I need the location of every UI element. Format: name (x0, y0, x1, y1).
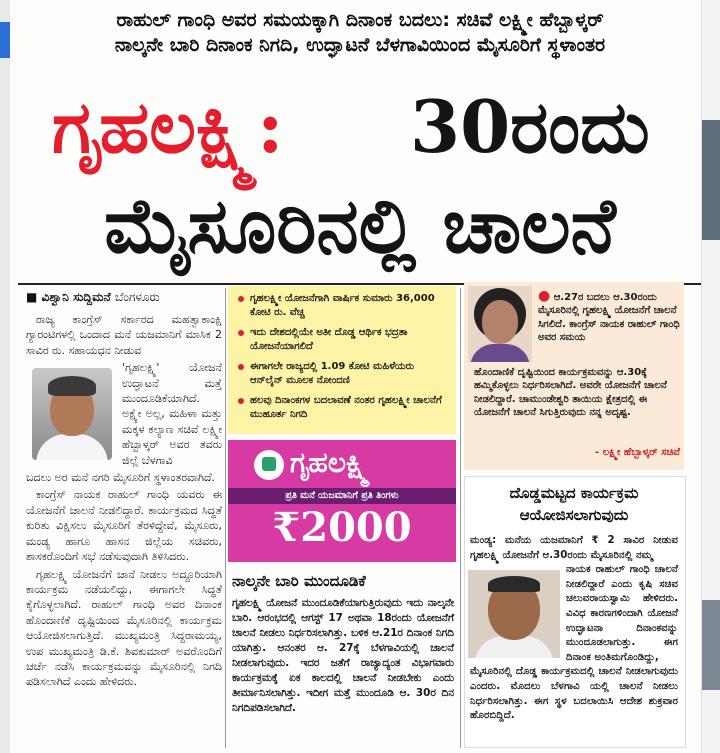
kicker-line-2: ನಾಲ್ಕನೇ ಬಾರಿ ದಿನಾಂಕ ನಿಗದಿ, ಉದ್ಘಾಟನೆ ಬೆಳಗಾವಿಯಿಂದ ಮೈಸೂರಿಗೆ ಸ್ಥಳಾಂತರ (114, 34, 606, 56)
section3-body (470, 534, 678, 724)
bullet-icon: ● (538, 288, 551, 304)
section3-wrap: ನಾಯಕ ರಾಹುಲ್ ಗಾಂಧಿ ಚಾಲನೆ ನೀಡಲಿದ್ದಾರೆ ಎಂದು ಕೃಷಿ ಸಚಿವ ಚಲುವರಾಯಸ್ವಾಮಿ ಹೇಳಿದರು. ವಿವಿಧ ಕಾರಣಗಳಿಂದಾಗಿ ಯೋಜನೆ ಉದ್ಘಾಟನಾ ದಿನಾಂಕವನ್ನು ಮುಂದೂಡಲಾಗುತ್ತು. ಈಗ ದಿನಾಂಕ ಅಂತಿಮಗೊಂಡಿದ್ದು, (566, 564, 678, 663)
banner-brand: ಗೃಹಲಕ್ಷ್ಮಿ (290, 446, 370, 479)
adjacent-photo (702, 600, 720, 690)
byline-name: ವಿಶ್ವಾನಿ ಸುದ್ದಿಮನೆ (41, 290, 111, 304)
headline-line-2: ಮೈಸೂರಿನಲ್ಲಿ ಚಾಲನೆ (104, 181, 616, 270)
column-divider (225, 288, 226, 748)
left-page-edge (0, 0, 10, 753)
kicker (20, 8, 700, 58)
edge-color-tab (0, 22, 10, 58)
kicker-line-1: ರಾಹುಲ್ ಗಾಂಧಿ ಅವರ ಸಮಯಕ್ಕಾಗಿ ದಿನಾಂಕ ಬದಲು: ಸಚಿವೆ ಲಕ್ಷ್ಮೀ ಹೆಬ್ಬಾಳ್ಕರ್ (116, 9, 604, 31)
story-paragraph: ಬದಲು ಅರ ಮನೆ ನಗರಿ ಮೈಸೂರಿಗೆ ಸ್ಥಳಾಂತರವಾಗಿದೆ. (26, 471, 216, 485)
byline-icon: ■ (26, 290, 42, 304)
headline-line-1 (30, 82, 700, 172)
quote-rest: ಹೊಂದಾಣಿಕೆ ದೃಷ್ಟಿಯಿಂದ ಕಾರ್ಯಕ್ರಮವನ್ನು ಆ.30ಕ್ಕೆ ಹಮ್ಮಿಕೊಳ್ಳಲು ನಿರ್ಧರಿಸಲಾಗಿದೆ. ಅವರೇ ಯೋಜನೆಗೆ ಚಾಲನೆ ನೀಡಲಿದ್ದಾರೆ. ಚಾಮುಂಡೇಶ್ವರಿ ತಾಯಿಯ ಕ್ಷೇತ್ರದಲ್ಲಿ ಈ ಯೋಜನೆಗೆ ಚಾಲನೆ ಸಿಗುತ್ತಿರುವುದು ನನ್ನ ಅದೃಷ್ಟ. (474, 367, 667, 419)
fact-item: ಈಗಾಗಲೇ ರಾಜ್ಯದಲ್ಲಿ 1.09 ಕೋಟಿ ಮಹಿಳೆಯರು ಆನ್‌ಲೈನ್ ಮೂಲಕ ನೋಂದಣಿ (250, 360, 450, 388)
section2-paragraph: ಗೃಹಲಕ್ಷ್ಮಿ ಯೋಜನೆ ಮುಂದೂಡಿಕೆಯಾಗುತ್ತಿರುವುದು ಇದು ನಾಲ್ಕನೇ ಬಾರಿ. ಆರಂಭದಲ್ಲಿ ಆಗಸ್ಟ್ 17 ಅಥವಾ 18ರಂದು ಯೋಜನೆಗೆ ಚಾಲನೆ ನೀಡಲು ನಿರ್ಧರಿಸಲಾಗಿತ್ತು. ಬಳಿಕ ಆ.21ರ ದಿನಾಂಕ ನಿಗದಿ ಯಾಗಿತ್ತು. ಆನಂತರ ಆ. 27ಕ್ಕೆ ಬೆಳಗಾವಿಯಲ್ಲಿ ಚಾಲನೆ ನೀಡಲಾಗುವುದು. ಇದರ ಜತೆಗೆ ರಾಜ್ಯಾದ್ಯಂತ ವಿಭಾಗವಾರು ಕಾರ್ಯಕ್ರಮಕ್ಕೆ ಏಕ ಕಾಲದಲ್ಲಿ ಚಾಲನೆ ನೀಡಬೇಕು ಎಂದು ತೀರ್ಮಾನಿಸಲಾಗಿತ್ತು. ಇದೀಗ ಮತ್ತೆ ಮುಂದೂಡಿ ಆ. 30ರ ದಿನ ನಿಗದಿಪಡಿಸಲಾಗಿದೆ. (232, 597, 454, 714)
headline-black: 30ರಂದು (410, 84, 650, 169)
fact-item: ಗೃಹಲಕ್ಷ್ಮೀ ಯೋಜನೆಗಾಗಿ ವಾರ್ಷಿಕ ಸುಮಾರು 36,000 ಕೋಟಿ ರು. ವೆಚ್ಚ (250, 292, 450, 320)
section2-headline: ನಾಲ್ಕನೇ ಬಾರಿ ಮುಂದೂಡಿಕೆ (232, 572, 366, 590)
right-page-edge (701, 0, 720, 753)
section3-rest: ಮೈಸೂರಿನಲ್ಲಿ ದೊಡ್ಡ ಕಾರ್ಯಕ್ರಮದಲ್ಲಿ ಚಾಲನೆ ನೀಡಲಾಗುವುದು ಎಂದರು. ಮೊದಲು ಬೆಳಗಾವಿ ಯಲ್ಲಿ ಚಾಲನೆ ನೀಡಲು ನಿರ್ಧರಿಸಲಾಗಿತ್ತು. ಈಗ ಸ್ಥಳ ಬದಲಾಯಿಸಿ ಆದೇಶ ಶುಕ್ರವಾರ ಹೊರಬಿದ್ದಿದೆ. (470, 666, 678, 722)
byline (26, 290, 160, 305)
banner-amount: ₹2000 (272, 504, 412, 551)
main-story (26, 312, 222, 692)
byline-place: ಬೆಂಗಳೂರು (114, 290, 160, 304)
house-icon (254, 450, 284, 480)
fact-item: ಹಲವು ದಿನಾಂಕಗಳ ಬದಲಾವಣೆ ನಂತರ ಗೃಹಲಕ್ಷ್ಮೀ ಚಾಲನೆಗೆ ಮುಹೂರ್ತ ನಿಗದಿ (250, 394, 450, 422)
quote-signature: - ಲಕ್ಷ್ಮೀ ಹೆಬ್ಬಾಳ್ಕರ್ ಸಚಿವೆ (594, 447, 680, 458)
story-paragraph: ಗೃಹಲಕ್ಷ್ಮಿ ಯೋಜನೆಗೆ ಚಾನೆ ನೀಡಲು ಅದ್ದೂರಿಯಾಗಿ ಕಾರ್ಯಕ್ರಮ ನಡೆಯಲಿದ್ದು, ಈಗಾಗಲೇ ಸಿದ್ಧತೆ ಕೈಗೊಳ್ಳಲಾಗಿದೆ. ರಾಹುಲ್ ಗಾಂಧಿ ಅವರ ದಿನಾಂಕ ಹೊಂದಾಣಿಕೆ ದೃಷ್ಟಿಯಿಂದ ಮೈಸೂರಿನಲ್ಲಿ ಕಾರ್ಯಕ್ರಮ ಆಯೋಜಿಸಲಾಗುತ್ತಿದೆ. ಮುಖ್ಯಮಂತ್ರಿ ಸಿದ್ದರಾಮಯ್ಯ, ಉಪ ಮುಖ್ಯಮಂತ್ರಿ ಡಿ.ಕೆ. ಶಿವಕುಮಾರ್ ಅವರೊಂದಿಗೆ ಚರ್ಚೆ ನಡೆಸಿ ಕಾರ್ಯಕ್ರಮವನ್ನು ಮೈಸೂರಿನಲ್ಲಿ ನಿಗದಿ ಪಡಿಸಲಾಗಿದೆ ಎಂದು ಹೇಳಿದರು. (26, 567, 222, 689)
facts-box (228, 286, 456, 434)
section2-body (232, 596, 454, 716)
section3-headline: ದೊಡ್ಡಮಟ್ಟದ ಕಾರ್ಯಕ್ರಮ ಆಯೋಜಿಸಲಾಗುವುದು (509, 484, 639, 524)
headline-red: ಗೃಹಲಕ್ಷ್ಮಿ: (52, 84, 284, 169)
story-paragraph: ಕಾಂಗ್ರೆಸ್ ನಾಯಕ ರಾಹುಲ್ ಗಾಂಧಿ ಯವರು ಈ ಯೋಜನೆಗೆ ಚಾಲನೆ ನೀಡಲಿದ್ದಾರೆ. ಕಾರ್ಯಕ್ರಮದ ಸಿದ್ಧತೆ ಕುರಿತು ವಿಕ್ಷಿಸಲು ಮೈಸೂರಿಗೆ ತೆರಳಿದ್ದೇವೆ, ಮೈಸೂರು, ಮಂಡ್ಯ ಹಾಗೂ ಹಾಸನ ಜಿಲ್ಲೆಯ ಸಚಿವರು, ಶಾಸಕರೊಂದಿಗೆ ಸಭೆ ನಡೆಸುವುದಾಗಿ ತಿಳಿಸಿದರು. (26, 488, 222, 564)
story-paragraph: ರಾಜ್ಯ ಕಾಂಗ್ರೆಸ್ ಸರ್ಕಾರದ ಮಹತ್ವಾಕಾಂಕ್ಷಿ ಗ್ಯಾರಂಟಿಗಳಲ್ಲಿ ಒಂದಾದ ಮನೆ ಯಜಮಾನಿಗೆ ಮಾಸಿಕ 2 ಸಾವಿರ ರು. ಸಹಾಯಧನ ನೀಡುವ (26, 313, 222, 357)
story-paragraph: 'ಗೃಹಲಕ್ಷ್ಮಿ' ಯೋಜನೆ ಉದ್ಘಾಟನೆ ಮತ್ತೆ ಮುಂದೂಡಿಕೆಯಾಗಿದೆ. ಅಕ್ಷ್ಯೇ ಅಲ್ಲ, ಮಹಿಳಾ ಮತ್ತು ಮಕ್ಕಳ ಕಲ್ಯಾಣ ಸಚಿವೆ ಲಕ್ಷ್ಮೀ ಹೆಬ್ಬಾಳ್ಕರ್ ಅವರ ತವರು ಜಿಲ್ಲೆ ಬೆಳಗಾವಿ (122, 361, 222, 467)
fact-item: ಇದು ದೇಶದಲ್ಲಿಯೇ ಅತೀ ದೊಡ್ಡ ಆರ್ಥಿಕ ಭದ್ರತಾ ಯೋಜನೆಯಾಗಲಿದೆ (250, 326, 450, 354)
section3-intro: ಮಂಡ್ಯ: ಮನೆಯ ಯಜಮಾನಿಗೆ ₹ 2 ಸಾವಿರ ನೀಡುವ ಗೃಹಲಕ್ಷ್ಮಿ ಯೋಜನೆಗೆ ಆ.30ರಂದು ಮೈಸೂರಿನಲ್ಲಿ ನಮ್ಮ (470, 535, 678, 561)
banner-tagline: ಪ್ರತಿ ಮನೆ ಯಜಮಾನಿಗೆ ಪ್ರತಿ ತಿಂಗಳು (228, 488, 456, 504)
adjacent-photo (702, 120, 720, 240)
quote-lead (538, 290, 680, 345)
gruhalakshmi-banner (228, 440, 456, 562)
column-divider (460, 288, 461, 748)
quote-lead-text: ಆ.27ರ ಬದಲು ಆ.30ರಂದು ಮೈಸೂರಿನಲ್ಲಿ ಗೃಹಲಕ್ಷ್ಮಿ ಯೋಜನೆಗೆ ಚಾಲನೆ ಸಿಗಲಿದೆ. ಕಾಂಗ್ರೆಸ್ ನಾಯಕ ರಾಹುಲ್ ಗಾಂಧಿ ಅವರ ಸಮಯ (538, 292, 680, 344)
lakshmi-hebbalkar-photo (468, 286, 532, 362)
